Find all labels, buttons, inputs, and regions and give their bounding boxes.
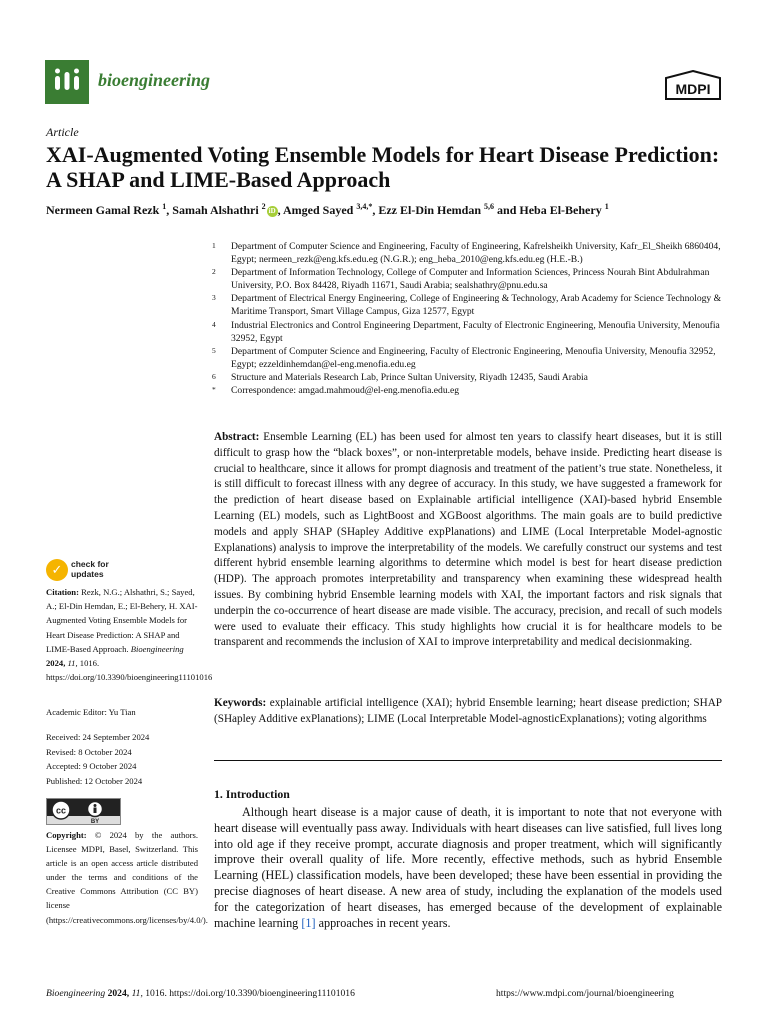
correspondence-text: Correspondence: amgad.mahmoud@el-eng.menofia.edu.eg: [231, 385, 460, 397]
keywords-label: Keywords:: [214, 697, 267, 709]
author-name[interactable]: Samah Alshathri: [172, 203, 259, 217]
affiliation-number: 4: [212, 319, 216, 329]
citation-label: Citation:: [46, 587, 79, 597]
citation-journal: Bioengineering: [130, 643, 184, 654]
intro-text-part: Although heart disease is a major cause of death, it is important to note that not everyone with heart disease will eventually pass away. Individuals with heart diseases can live satisfied, full lives long into old age if they receive prompt, accurate diagnosis and proper treatment, which will significantly improve their overall quality of life. More recently, effective methods, such as hybrid Ensemble Learning (HEL) classification models, have been developed; these have been essential in providing the precise diagnoses of heart disease. A new area of study, including the explanation of the models used for the categorization of heart diseases, has emerged because of the development of explainable machine learning: [214, 805, 722, 930]
affiliation-text: Department of Electrical Energy Engineering, College of Engineering & Technology, Arab Academy for Science Technology & Maritime Transport, Smart Village Campus, Giza 12577, Egypt: [231, 293, 722, 318]
check-for-updates-button[interactable]: [46, 558, 126, 582]
affiliation-number: 3: [212, 293, 216, 303]
author-list: Nermeen Gamal Rezk $^1$, Samah Alshathri $^2$ iD , Amged Sayed $^{3,4,*}$, Ezz El-Din Hemdan $^{5,6}$ and Heba El-Behery $^1$: [46, 202, 609, 217]
check-updates-label: check for updates: [71, 559, 109, 579]
keywords-text: explainable artificial intelligence (XAI); hybrid Ensemble learning; heart disease prediction; SHAP (SHapley Additive exPlanations); LIME (Local Interpretable Model-agnosticExplanations); voting algorithms: [214, 697, 723, 725]
bioengineering-logo-icon: [45, 60, 89, 104]
footer-journal-url[interactable]: https://www.mdpi.com/journal/bioengineering: [496, 988, 674, 999]
published-date: Published: 12 October 2024: [46, 775, 143, 786]
correspondence-marker: *: [212, 385, 216, 395]
article-type: Article: [46, 125, 79, 139]
svg-text:MDPI: MDPI: [675, 81, 711, 97]
citation-doi[interactable]: 1016. https://doi.org/10.3390/bioengineering11101016: [46, 658, 213, 683]
check-icon: ✓: [46, 559, 68, 581]
introduction-paragraph: [214, 805, 722, 931]
abstract-label: Abstract:: [214, 431, 260, 443]
cc-by-license-icon[interactable]: [46, 798, 121, 825]
author-affiliation-number: 2: [261, 202, 266, 211]
author-name[interactable]: Ezz El-Din Hemdan: [378, 203, 482, 217]
received-date: Received: 24 September 2024: [46, 732, 150, 742]
accepted-date: Accepted: 9 October 2024: [46, 761, 137, 771]
affiliation-text: Department of Information Technology, College of Computer and Information Sciences, Princess Nourah Bint Abdulrahman University, P.O. Box 84428, Riyadh 11671, Saudi Arabia; sealshathry@pnu.edu.sa: [231, 267, 710, 292]
academic-editor: Academic Editor: Yu Tian: [46, 707, 136, 717]
footer-doi[interactable]: 1016. https://doi.org/10.3390/bioengineering11101016: [145, 988, 355, 999]
author-affiliation-number: 3,4,*: [356, 202, 373, 211]
affiliation-text: Structure and Materials Research Lab, Prince Sultan University, Riyadh 12435, Saudi Arabia: [231, 371, 588, 383]
affiliation-item: [212, 266, 722, 292]
author-affiliation-number: 1: [604, 202, 609, 211]
svg-text:cc: cc: [55, 805, 67, 816]
svg-text:BY: BY: [90, 819, 100, 824]
author-name[interactable]: Heba El-Behery: [519, 203, 602, 217]
affiliation-text: Department of Computer Science and Engineering, Faculty of Electronic Engineering, Menoufia University, Menoufia 32952, Egypt; ezzeldinhemdan@el-eng.menofia.edu.eg: [231, 345, 716, 370]
abstract-text: Ensemble Learning (EL) has been used for almost ten years to classify heart diseases, but it is still difficult to grasp how the “black boxes”, or non-interpretable models, behave inside. Predicting heart disease is crucial to healthcare, since it allows for prompt diagnosis and treatment of the patient’s true state. Nonetheless, it is still difficult to forecast illness with any degree of accuracy. In this study, we have suggested a framework for the prediction of heart disease based on Explainable artificial intelligence (XAI)-based hybrid Ensemble Learning (EL) models, such as LightBoost and XGBoost algorithms. The main goals are to build predictive models and apply SHAP (SHapley Additive expPlanations) and LIME (Local Interpretable Model-agnostic Explanations) analysis to improve the interpretability of the models. We carefully construct our systems and test different hybrid ensemble learning algorithms to determine which model is best for heart disease prediction (HDP). The approach promotes interpretability and transparency when examining these widespread health issues. By combining hybrid Ensemble learning models with XAI, the important factors and risk signals that underpin the co-occurrence of heart disease are made visible. The accuracy, precision, and recall of such models were used to evaluate their efficacy. This study highlights how crucial it is for healthcare models to be transparent and recommends the inclusion of XAI to improve interpretability and medical decisionmaking.: [214, 431, 722, 649]
copyright-notice: [46, 828, 208, 927]
reference-link[interactable]: [1]: [301, 915, 316, 930]
publication-dates: [46, 730, 149, 788]
affiliation-item: [212, 292, 722, 318]
journal-name[interactable]: bioengineering: [98, 70, 211, 90]
affiliation-text: Industrial Electronics and Control Engineering Department, Faculty of Electronic Engineering, Menoufia University, Menoufia 32952, Egypt: [231, 319, 720, 344]
footer-citation: [46, 988, 355, 999]
affiliation-number: 2: [212, 267, 216, 277]
citation-block: [46, 585, 213, 684]
abstract: [214, 430, 722, 651]
copyright-text: © 2024 by the authors. Licensee MDPI, Basel, Switzerland. This article is an open access article distributed under the terms and conditions of the Creative Commons Attribution (CC BY) license (https://creativecommons.org/licenses/by/4.0/).: [46, 830, 208, 925]
affiliation-item: [212, 345, 722, 371]
author-name[interactable]: Nermeen Gamal Rezk: [46, 203, 160, 217]
section-divider: [214, 760, 722, 761]
author-affiliation-number: 1: [162, 202, 167, 211]
citation-volume: 11,: [67, 658, 78, 669]
footer-year: 2024,: [107, 988, 130, 999]
section-heading-introduction: 1. Introduction: [214, 787, 290, 801]
correspondence-item: [212, 384, 722, 397]
affiliation-item: [212, 240, 722, 266]
mdpi-logo[interactable]: [664, 70, 722, 100]
article-title: XAI-Augmented Voting Ensemble Models for Heart Disease Prediction: A SHAP and LIME-Based Approach: [46, 142, 720, 192]
keywords: [214, 696, 722, 728]
affiliations: [212, 240, 722, 397]
orcid-icon[interactable]: iD: [268, 207, 276, 215]
affiliation-item: [212, 319, 722, 345]
intro-text-part: approaches in recent years.: [315, 915, 451, 930]
citation-year: 2024,: [46, 658, 66, 669]
affiliation-item: [212, 371, 722, 384]
footer-volume: 11,: [131, 988, 143, 999]
revised-date: Revised: 8 October 2024: [46, 746, 132, 757]
author-affiliation-number: 5,6: [484, 202, 495, 211]
copyright-label: Copyright:: [46, 830, 87, 840]
affiliation-number: 1: [212, 241, 216, 250]
author-name[interactable]: Amged Sayed: [283, 203, 354, 217]
footer-journal: Bioengineering: [46, 988, 106, 999]
citation-text: Rezk, N.G.; Alshathri, S.; Sayed, A.; El-Din Hemdan, E.; El-Behery, H. XAI-Augmented Voting Ensemble Models for Heart Disease Prediction: A SHAP and LIME-Based Approach.: [46, 587, 198, 654]
affiliation-number: 5: [212, 345, 216, 355]
affiliation-number: 6: [212, 371, 216, 381]
affiliation-text: Department of Computer Science and Engineering, Faculty of Engineering, Kafrelsheikh University, Kafr_El_Sheikh 6860404, Egypt; nermeen_rezk@eng.kfs.edu.eg (N.G.R.); eng_heba_2010@eng.kfs.edu.eg (H.E.-B.): [231, 241, 721, 266]
